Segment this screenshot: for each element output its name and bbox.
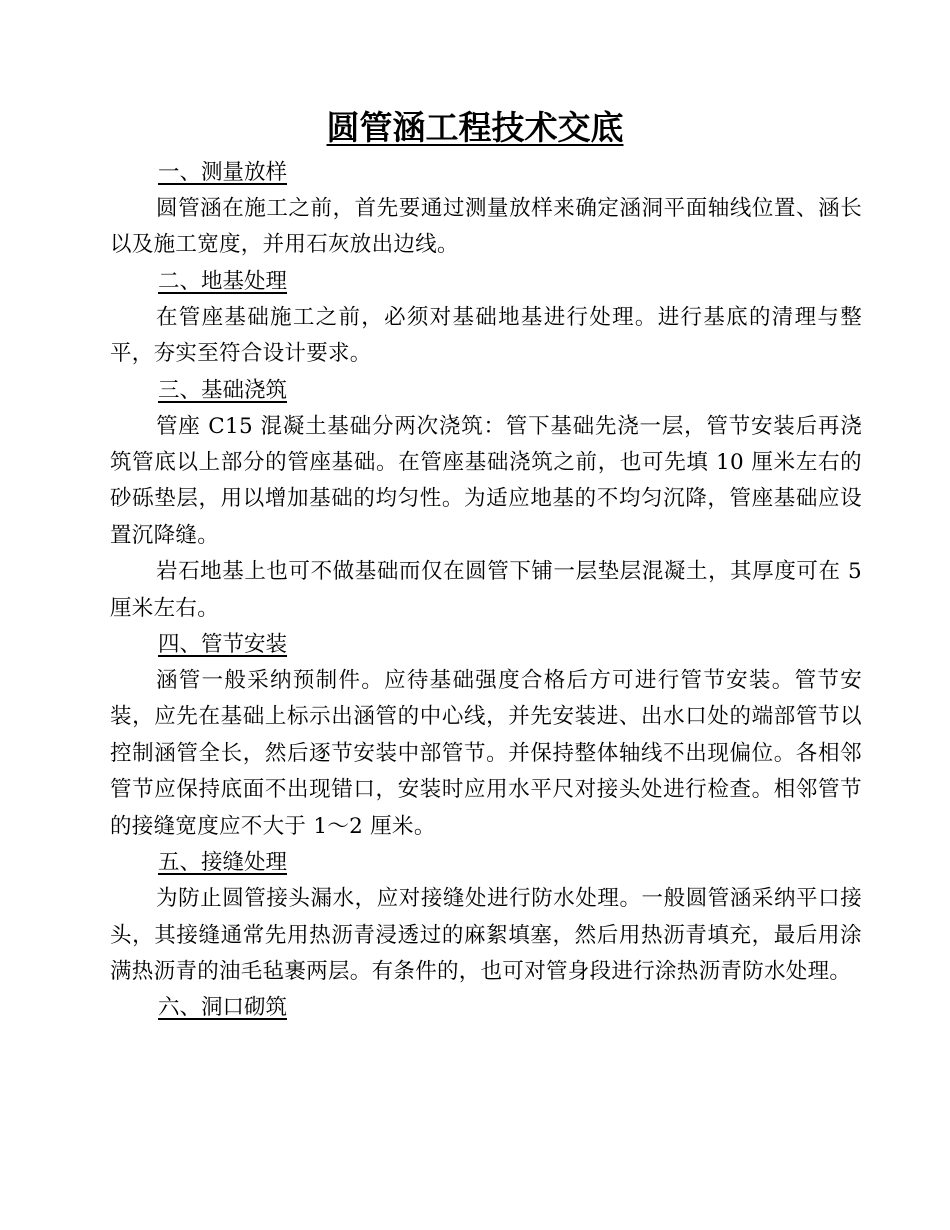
section-4-paragraph-1: 涵管一般采纳预制件。应待基础强度合格后方可进行管节安装。管节安装，应先在基础上标示出涵管的中心线，并先安装进、出水口处的端部管节以控制涵管全长，然后逐节安装中部管节。并保持整体轴线不出现偏位。各相邻管节应保持底面不出现错口，安装时应用水平尺对接头处进行检查。相邻管节的接缝宽度应不大于 1～2 厘米。 — [110, 668, 862, 839]
document-title-text: 圆管涵工程技术交底 — [326, 108, 624, 147]
section-3-paragraph-2: 岩石地基上也可不做基础而仅在圆管下铺一层垫层混凝土，其厚度可在 5 厘米左右。 — [110, 559, 862, 621]
section-1-paragraph-1: 圆管涵在施工之前，首先要通过测量放样来确定涵洞平面轴线位置、涵长以及施工宽度，并用石灰放出边线。 — [110, 196, 862, 258]
section-heading-1: 一、测量放样 — [158, 160, 288, 185]
section-heading-6: 六、洞口砌筑 — [158, 995, 288, 1021]
section-3-paragraph-1: 管座 C15 混凝土基础分两次浇筑：管下基础先浇一层，管节安装后再浇筑管底以上部分的管座基础。在管座基础浇筑之前，也可先填 10 厘米左右的砂砾垫层，用以增加基础的均匀性。为适应地基的不均匀沉降，管座基础应设置沉降缝。 — [110, 413, 862, 548]
section-heading-2: 二、地基处理 — [158, 268, 288, 294]
section-5-paragraph-1: 为防止圆管接头漏水，应对接缝处进行防水处理。一般圆管涵采纳平口接头，其接缝通常先用热沥青浸透过的麻絮填塞，然后用热沥青填充，最后用涂满热沥青的油毛毡裹两层。有条件的，也可对管身段进行涂热沥青防水处理。 — [110, 886, 862, 984]
section-heading-3: 三、基础浇筑 — [158, 377, 288, 403]
document-body — [110, 155, 862, 1026]
section-2-paragraph-1: 在管座基础施工之前，必须对基础地基进行处理。进行基底的清理与整平，夯实至符合设计要求。 — [110, 304, 862, 367]
section-heading-5: 五、接缝处理 — [158, 850, 288, 876]
section-heading-4: 四、管节安装 — [158, 632, 288, 658]
document-title — [0, 104, 950, 152]
